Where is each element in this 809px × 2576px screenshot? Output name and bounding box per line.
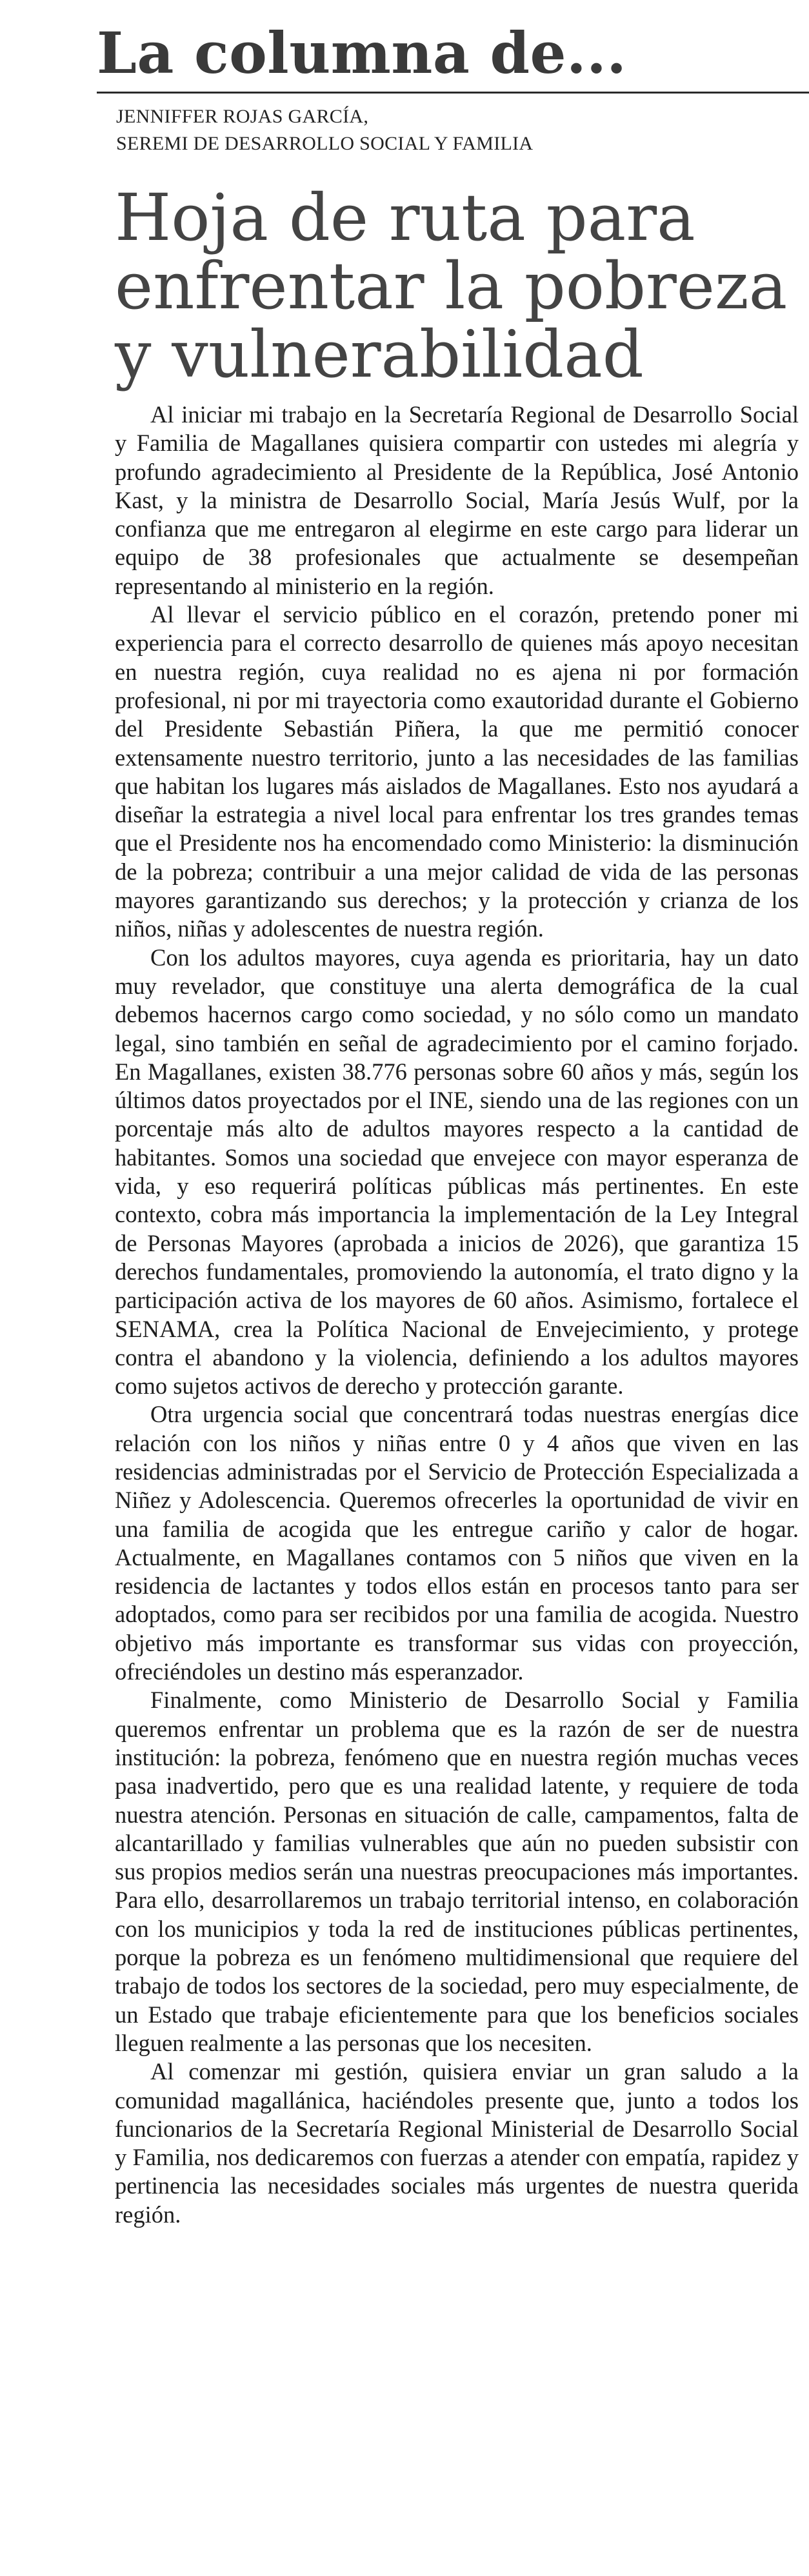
byline xyxy=(116,103,533,157)
title-divider xyxy=(97,92,809,94)
author-name: JENNIFFER ROJAS GARCÍA, xyxy=(116,106,369,127)
column-title: La columna de... xyxy=(97,19,627,86)
article-paragraph: Con los adultos mayores, cuya agenda es prioritaria, hay un dato muy revelador, que constituye una alerta demográfica de la cual debemos hacernos cargo como sociedad, y no sólo como un mandato legal, sino también en señal de agradecimiento por el camino forjado. En Magallanes, existen 38.776 personas sobre 60 años y más, según los últimos datos proyectados por el INE, siendo una de las regiones con un porcentaje más alto de adultos mayores respecto a la cantidad de habitantes. Somos una sociedad que envejece con mayor esperanza de vida, y eso requerirá políticas públicas más pertinentes. En este contexto, cobra más importancia la implementación de la Ley Integral de Personas Mayores (aprobada a inicios de 2026), que garantiza 15 derechos fundamentales, promoviendo la autonomía, el trato digno y la participación activa de los mayores de 60 años. Asimismo, fortalece el SENAMA, crea la Política Nacional de Envejecimiento, y protege contra el abandono y la violencia, definiendo a los adultos mayores como sujetos activos de derecho y protección garante. xyxy=(115,944,799,1400)
article-paragraph: Al comenzar mi gestión, quisiera enviar un gran saludo a la comunidad magallánica, haciéndoles presente que, junto a todos los funcionarios de la Secretaría Regional Ministerial de Desarrollo Social y Familia, nos dedicaremos con fuerzas a atender con empatía, rapidez y pertinencia las necesidades sociales más urgentes de nuestra querida región. xyxy=(115,2058,799,2228)
article-paragraph: Al llevar el servicio público en el corazón, pretendo poner mi experiencia para el correcto desarrollo de quienes más apoyo necesitan en nuestra región, cuya realidad no es ajena ni por formación profesional, ni por mi trayectoria como exautoridad durante el Gobierno del Presidente Sebastián Piñera, la que me permitió conocer extensamente nuestro territorio, junto a las necesidades de las familias que habitan los lugares más aislados de Magallanes. Esto nos ayudará a diseñar la estrategia a nivel local para enfrentar los tres grandes temas que el Presidente nos ha encomendado como Ministerio: la disminución de la pobreza; contribuir a una mejor calidad de vida de las personas mayores garantizando sus derechos; y la protección y crianza de los niños, niñas y adolescentes de nuestra región. xyxy=(115,601,799,942)
article-paragraph: Finalmente, como Ministerio de Desarrollo Social y Familia queremos enfrentar un problema que es la razón de ser de nuestra institución: la pobreza, fenómeno que en nuestra región muchas veces pasa inadvertido, pero que es una realidad latente, y requiere de toda nuestra atención. Personas en situación de calle, campamentos, falta de alcantarillado y familias vulnerables que aún no pueden subsistir con sus propios medios serán una nuestras preocupaciones más importantes. Para ello, desarrollaremos un trabajo territorial intenso, en colaboración con los municipios y toda la red de instituciones públicas pertinentes, porque la pobreza es un fenómeno multidimensional que requiere del trabajo de todos los sectores de la sociedad, pero muy especialmente, de un Estado que trabaje eficientemente para que los beneficios sociales lleguen realmente a las personas que los necesiten. xyxy=(115,1687,799,2056)
article-paragraph: Otra urgencia social que concentrará todas nuestras energías dice relación con los niños y niñas entre 0 y 4 años que viven en las residencias administradas por el Servicio de Protección Especializada a Niñez y Adolescencia. Queremos ofrecerles la oportunidad de vivir en una familia de acogida que les entregue cariño y calor de hogar. Actualmente, en Magallanes contamos con 5 niños que viven en la residencia de lactantes y todos ellos están en procesos tanto para ser adoptados, como para ser recibidos por una familia de acogida. Nuestro objetivo más importante es transformar sus vidas con proyección, ofreciéndoles un destino más esperanzador. xyxy=(115,1401,799,1685)
article-paragraph: Al iniciar mi trabajo en la Secretaría Regional de Desarrollo Social y Familia de Magallanes quisiera compartir con ustedes mi alegría y profundo agradecimiento al Presidente de la República, José Antonio Kast, y la ministra de Desarrollo Social, María Jesús Wulf, por la confianza que me entregaron al elegirme en este cargo para liderar un equipo de 38 profesionales que actualmente se desempeñan representando al ministerio en la región. xyxy=(115,401,799,599)
article-body xyxy=(115,401,799,2229)
article-headline: Hoja de ruta para enfrentar la pobreza y vulnerabilidad xyxy=(115,180,788,392)
author-role: SEREMI DE DESARROLLO SOCIAL Y FAMILIA xyxy=(116,133,534,154)
